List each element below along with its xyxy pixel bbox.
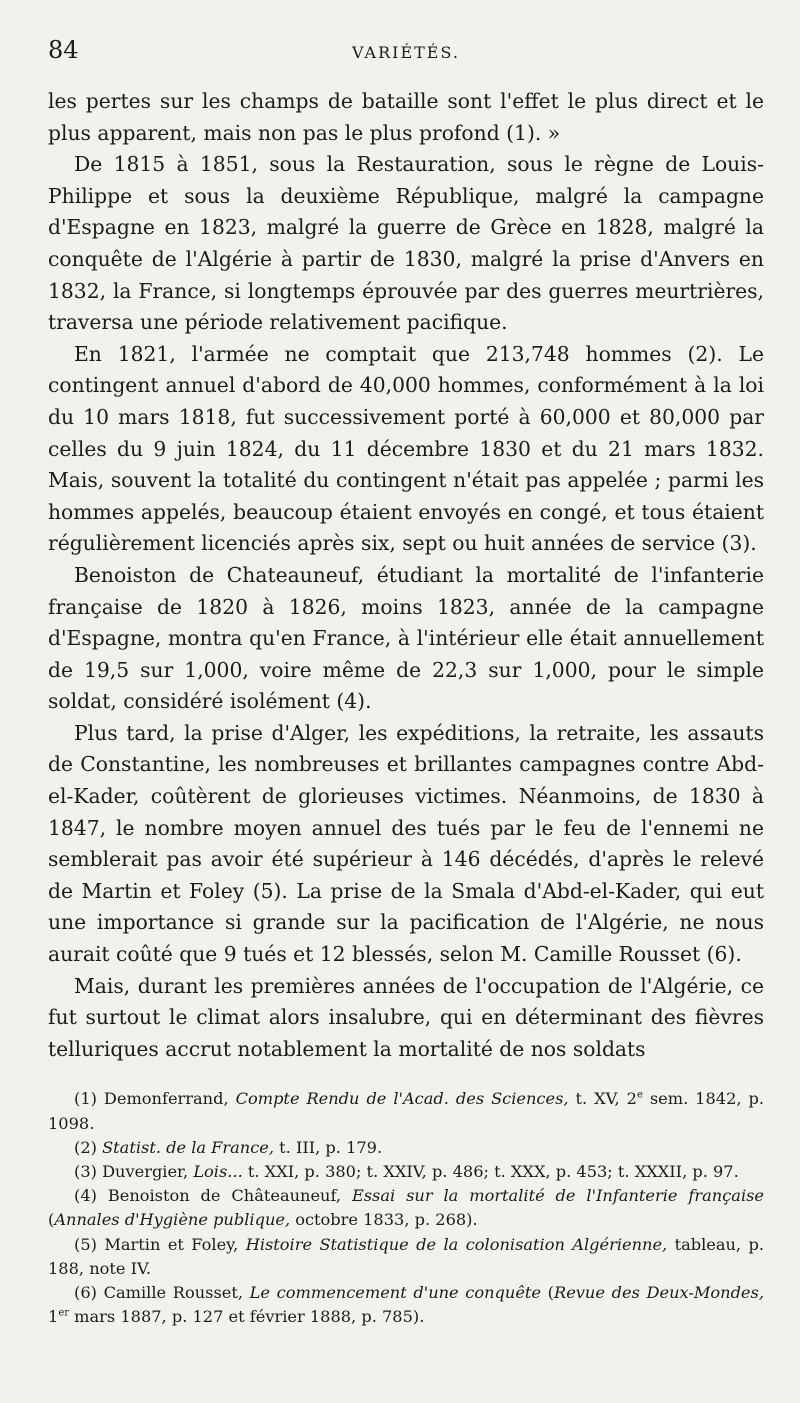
running-title: VARIÉTÉS.	[352, 43, 460, 62]
paragraph: Plus tard, la prise d'Alger, les expéditions, la retraite, les assauts de Constantine, les nombreuses et brillantes campagnes contre Abd-el-Kader, coûtèrent de glorieuses victimes. Néanmoins, de 1830 à 1847, le nombre moyen annuel des tués par le feu de l'ennemi ne semblerait pas avoir été supérieur à 146 décédés, d'après le relevé de Martin et Foley (5). La prise de la Smala d'Abd-el-Kader, qui eut une importance si grande sur la pacification de l'Algérie, ne nous aurait coûté que 9 tués et 12 blessés, selon M. Camille Rousset (6).	[48, 720, 764, 967]
footnote-2: (2) Statist. de la France, t. III, p. 179.	[74, 1137, 383, 1157]
footnote-5: (5) Martin et Foley, Histoire Statistique de la colonisation Algérienne, tableau, p. 188, note IV.	[48, 1234, 764, 1278]
body-text	[48, 86, 764, 1065]
paragraph: Benoiston de Chateauneuf, étudiant la mortalité de l'infanterie française de 1820 à 1826, moins 1823, année de la campagne d'Espagne, montra qu'en France, à l'intérieur elle était annuellement de 19,5 sur 1,000, voire même de 22,3 sur 1,000, pour le simple soldat, considéré isolément (4).	[48, 562, 764, 714]
page-number: 84	[48, 36, 79, 64]
footnotes	[48, 1087, 764, 1329]
paragraph: En 1821, l'armée ne comptait que 213,748 hommes (2). Le contingent annuel d'abord de 40,000 hommes, conformément à la loi du 10 mars 1818, fut successivement porté à 60,000 et 80,000 par celles du 9 juin 1824, du 11 décembre 1830 et du 21 mars 1832. Mais, souvent la totalité du contingent n'était pas appelée ; parmi les hommes appelés, beaucoup étaient envoyés en congé, et tous étaient régulièrement licenciés après six, sept ou huit années de service (3).	[48, 341, 764, 556]
paragraph: Mais, durant les premières années de l'occupation de l'Algérie, ce fut surtout le climat alors insalubre, qui en déterminant des fièvres telluriques accrut notablement la mortalité de nos soldats	[48, 973, 764, 1061]
footnote-4: (4) Benoiston de Châteauneuf, Essai sur la mortalité de l'Infanterie française (Annales d'Hygiène publique, octobre 1833, p. 268).	[48, 1186, 765, 1230]
page-header	[48, 36, 764, 80]
footnote-3: (3) Duvergier, Lois... t. XXI, p. 380; t. XXIV, p. 486; t. XXX, p. 453; t. XXXII, p. 97.	[74, 1162, 739, 1182]
paragraph: les pertes sur les champs de bataille sont l'effet le plus direct et le plus apparent, mais non pas le plus profond (1). »	[48, 89, 764, 145]
footnote-6: (6) Camille Rousset, Le commencement d'une conquête (Revue des Deux-Mondes, 1er mars 1887, p. 127 et février 1888, p. 785).	[48, 1283, 764, 1327]
footnote-1: (1) Demonferrand, Compte Rendu de l'Acad. des Sciences, t. XV, 2e sem. 1842, p. 1098.	[48, 1089, 765, 1133]
paragraph: De 1815 à 1851, sous la Restauration, sous le règne de Louis-Philippe et sous la deuxième République, malgré la campagne d'Espagne en 1823, malgré la guerre de Grèce en 1828, malgré la conquête de l'Algérie à partir de 1830, malgré la prise d'Anvers en 1832, la France, si longtemps éprouvée par des guerres meurtrières, traversa une période relativement pacifique.	[48, 152, 764, 335]
